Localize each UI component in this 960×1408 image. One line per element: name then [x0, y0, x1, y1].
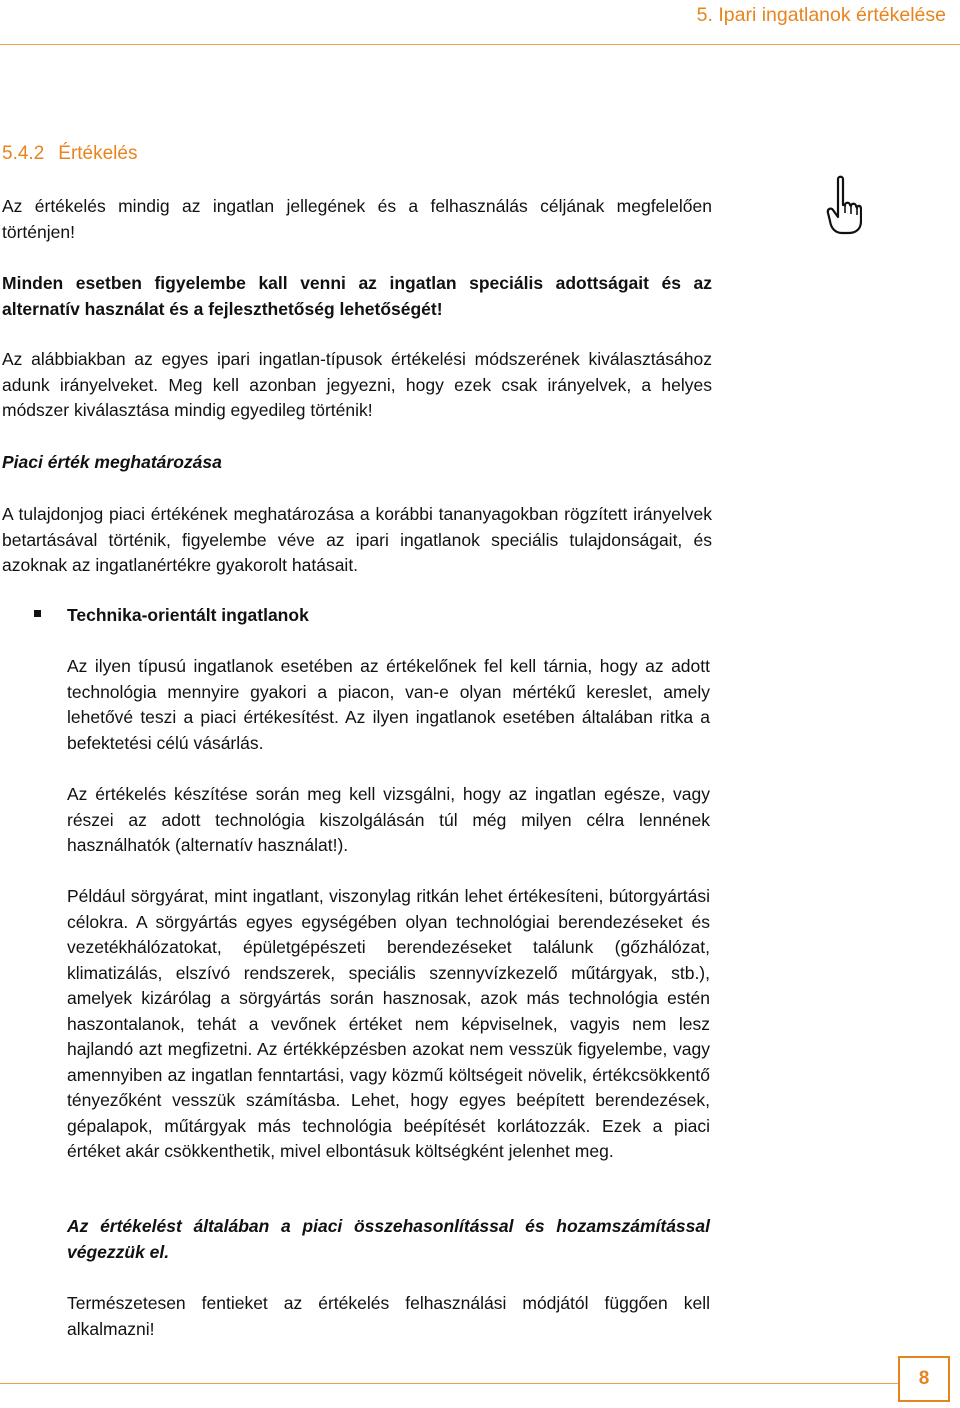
- paragraph-1: Az értékelés mindig az ingatlan jellegének és a felhasználás céljának megfelelően történjen!: [2, 196, 712, 242]
- subheading-market-value: Piaci érték meghatározása: [2, 452, 222, 472]
- section-number: 5.4.2: [2, 143, 45, 164]
- paragraph-9: Természetesen fentieket az értékelés felhasználási módjától függően kell alkalmazni!: [67, 1293, 710, 1339]
- paragraph-7: Például sörgyárat, mint ingatlant, viszonylag ritkán lehet értékesíteni, bútorgyártási célokra. A sörgyártás egyes egységében olyan technológiai berendezéseket és vezetékhálózatokat, épületgépészeti berendezéseket találunk (gőzhálózat, klimatizálás, elszívó rendszerek, speciális szennyvízkezelő műtárgyak, stb.), amelyek kizárólag a sörgyártás során hasznosak, azok más technológia estén haszontalanok, tehát a vevőnek értéket nem képviselnek, vagyis nem lesz hajlandó azt megfizetni. Az értékképzésben azokat nem vesszük figyelembe, vagy amennyiben az ingatlan fenntartási, vagy közmű költségeit növelik, értékcsökkentő tényezőként vesszük számításba. Lehet, hogy egyes beépített berendezések, gépalapok, műtárgyak más technológia beépítését korlátozzák. Ezek a piaci értéket akár csökkenthetik, mivel elbontásuk költségként jelenhet meg.: [67, 886, 710, 1161]
- paragraph-4: A tulajdonjog piaci értékének meghatározása a korábbi tananyagokban rögzített irányelvek betartásával történik, figyelembe véve az ipari ingatlanok speciális tulajdonságait, és azoknak az ingatlanértékre gyakorolt hatásait.: [2, 504, 712, 575]
- pointing-hand-icon: [826, 175, 862, 235]
- footer-divider: [0, 1383, 898, 1384]
- paragraph-3: Az alábbiakban az egyes ipari ingatlan-típusok értékelési módszerének kiválasztásához adunk irányelveket. Meg kell azonban jegyezni, hogy ezek csak irányelvek, a helyes módszer kiválasztása mindig egyedileg történik!: [2, 349, 712, 420]
- paragraph-8: Az értékelést általában a piaci összehasonlítással és hozamszámítással végezzük el.: [67, 1216, 710, 1262]
- paragraph-6: Az értékelés készítése során meg kell vizsgálni, hogy az ingatlan egésze, vagy részei az adott technológia kiszolgálásán túl még milyen célra lennének használhatók (alternatív használat!).: [67, 784, 710, 855]
- paragraph-5: Az ilyen típusú ingatlanok esetében az értékelőnek fel kell tárnia, hogy az adott technológia mennyire gyakori a piacon, van-e olyan mértékű kereslet, amely lehetővé teszi a piaci értékesítést. Az ilyen ingatlanok esetében általában ritka a befektetési célú vásárlás.: [67, 656, 710, 753]
- bullet-heading: Technika-orientált ingatlanok: [67, 605, 309, 625]
- section-title-text: Értékelés: [58, 143, 138, 164]
- paragraph-2: Minden esetben figyelembe kall venni az ingatlan speciális adottságait és az alternatív használat és a fejleszthetőség lehetőségét!: [2, 273, 712, 319]
- page-number: 8: [898, 1356, 950, 1402]
- bullet-square-icon: [34, 610, 41, 617]
- header-divider: [0, 44, 960, 45]
- running-header: 5. Ipari ingatlanok értékelése: [696, 4, 946, 26]
- section-title: [2, 143, 137, 165]
